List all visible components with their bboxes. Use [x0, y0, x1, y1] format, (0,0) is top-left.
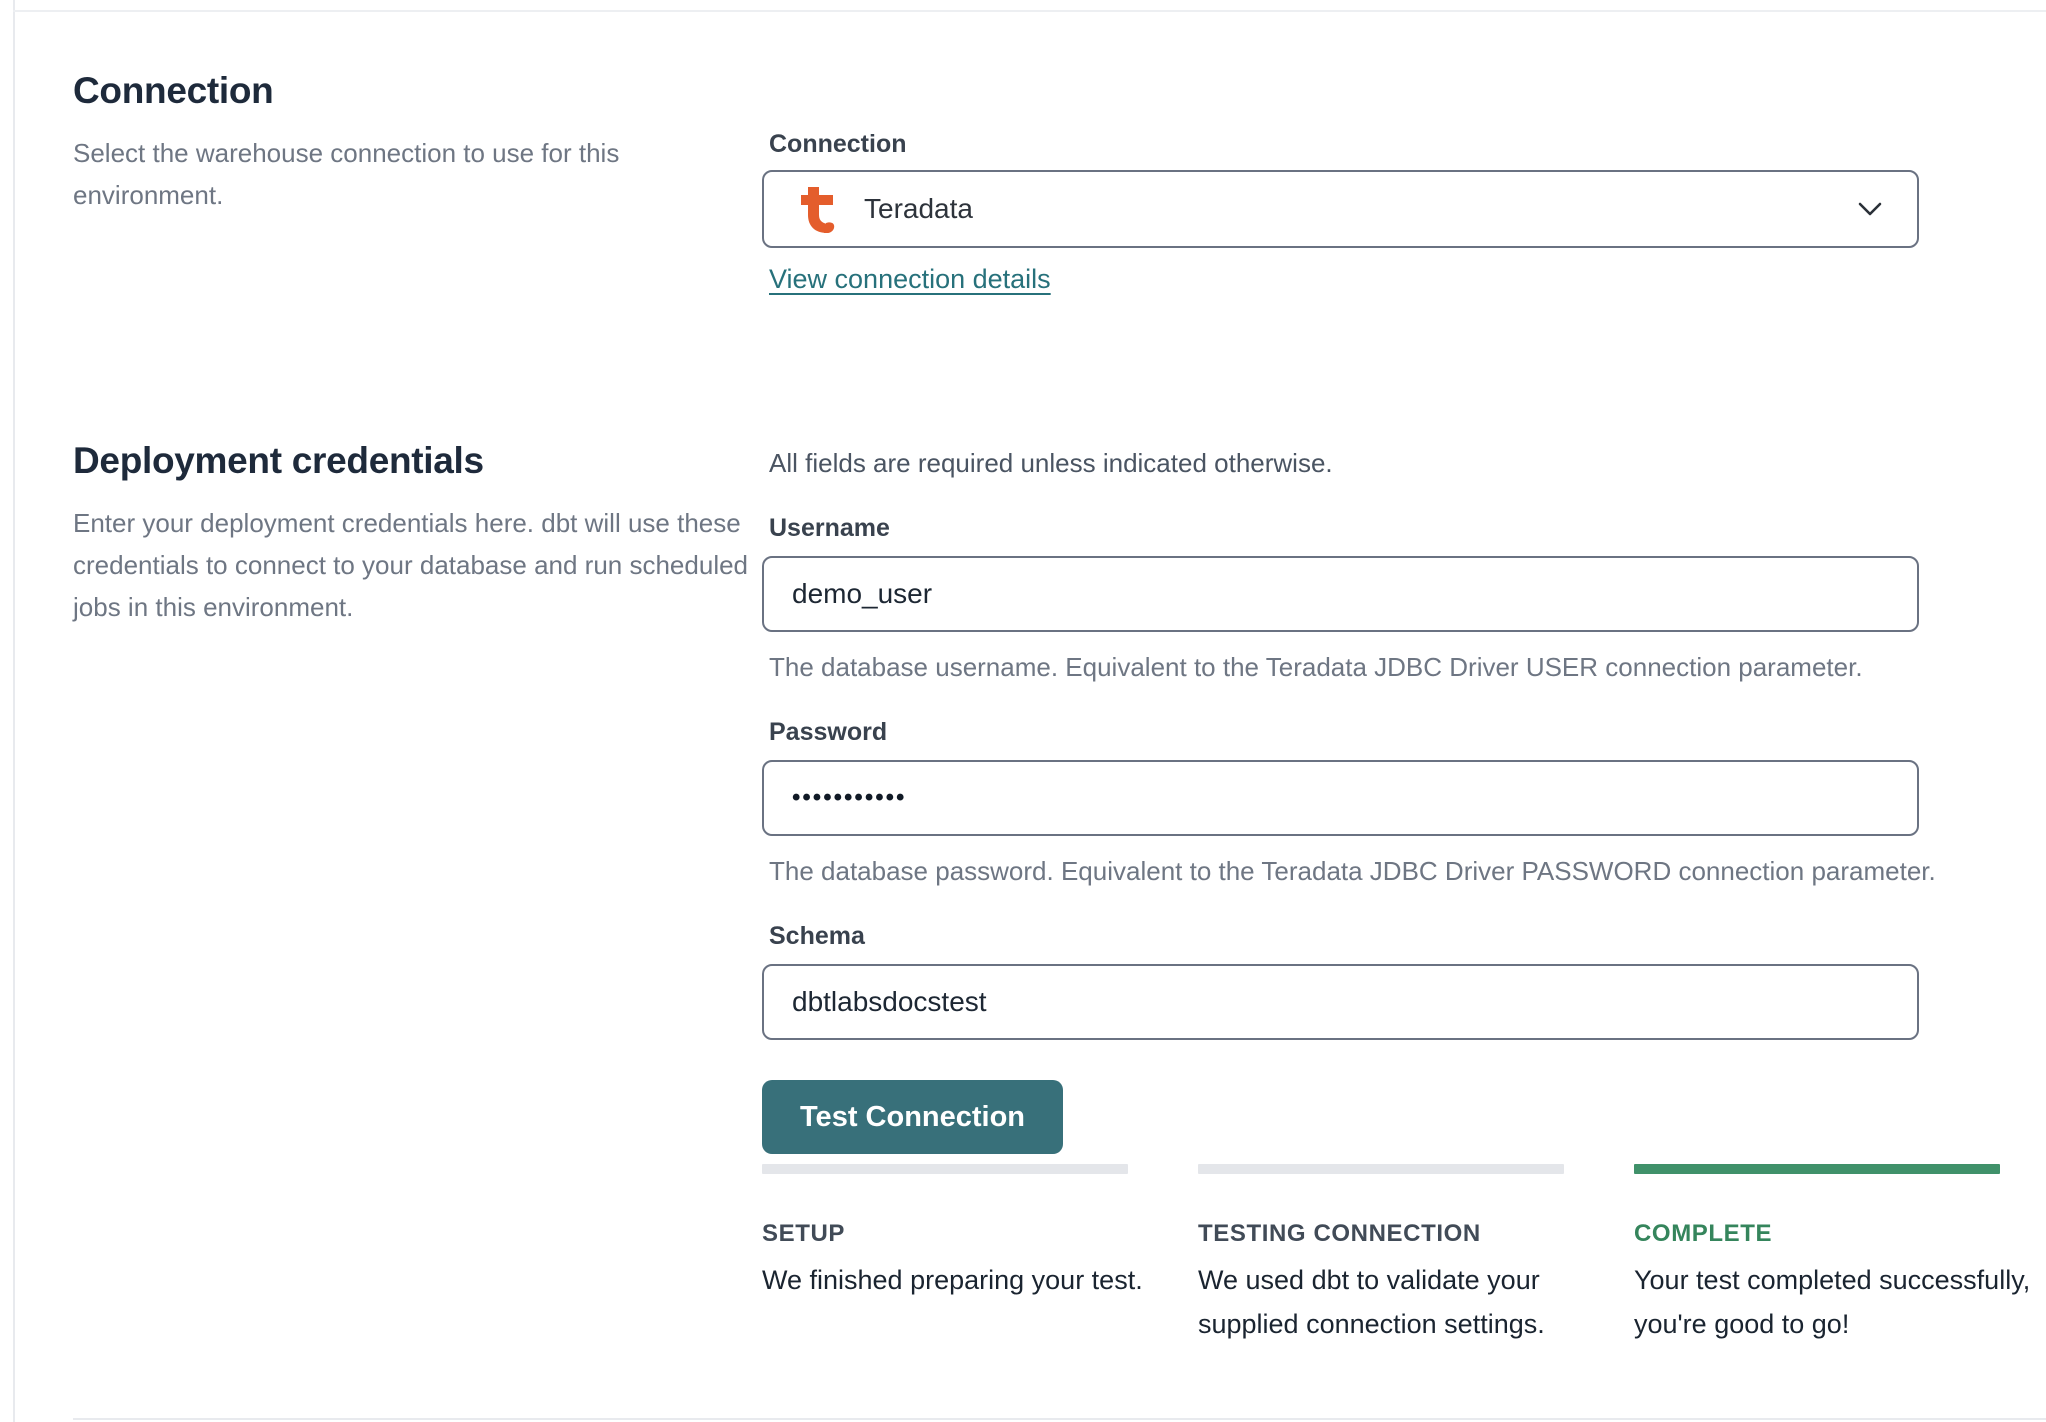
- username-label: Username: [769, 514, 890, 542]
- bottom-divider: [73, 1418, 2046, 1420]
- connection-section-title: Connection: [73, 70, 274, 111]
- step-complete-label: COMPLETE: [1634, 1220, 1773, 1247]
- step-testing-bar: [1198, 1164, 1564, 1174]
- password-label: Password: [769, 718, 888, 746]
- credentials-section-description: Enter your deployment credentials here. dbt will use these credentials to connect to your database and run scheduled jobs in this environment.: [73, 508, 749, 622]
- username-help-text: The database username. Equivalent to the Teradata JDBC Driver USER connection parameter.: [769, 652, 1863, 682]
- step-setup-label: SETUP: [762, 1220, 846, 1247]
- connection-select-value: Teradata: [864, 193, 973, 224]
- step-testing-text: We used dbt to validate your supplied connection settings.: [1198, 1265, 1545, 1339]
- username-input[interactable]: [762, 556, 1919, 632]
- password-input[interactable]: [762, 760, 1919, 836]
- step-setup-bar: [762, 1164, 1128, 1174]
- schema-input[interactable]: [762, 964, 1919, 1040]
- step-setup-text: We finished preparing your test.: [762, 1265, 1143, 1295]
- left-divider: [13, 0, 15, 1422]
- required-fields-note: All fields are required unless indicated otherwise.: [769, 448, 1333, 478]
- connection-field-label: Connection: [769, 130, 907, 158]
- top-divider: [13, 10, 2046, 12]
- teradata-logo-icon: [798, 185, 836, 233]
- step-testing-label: TESTING CONNECTION: [1198, 1220, 1481, 1247]
- step-testing-connection: [1198, 1164, 1628, 1346]
- chevron-down-icon: [1857, 201, 1883, 217]
- password-help-text: The database password. Equivalent to the Teradata JDBC Driver PASSWORD connection parameter.: [769, 856, 1936, 886]
- step-complete-text: Your test completed successfully, you're good to go!: [1634, 1265, 2031, 1339]
- credentials-section-title: Deployment credentials: [73, 440, 484, 481]
- view-connection-details-link[interactable]: View connection details: [769, 264, 1051, 294]
- step-complete: [1634, 1164, 2046, 1346]
- schema-label: Schema: [769, 922, 865, 950]
- connection-section-description: Select the warehouse connection to use for this environment.: [73, 138, 620, 210]
- connection-select[interactable]: [762, 170, 1919, 248]
- step-complete-bar: [1634, 1164, 2000, 1174]
- test-connection-button[interactable]: Test Connection: [762, 1080, 1063, 1154]
- step-setup: [762, 1164, 1162, 1302]
